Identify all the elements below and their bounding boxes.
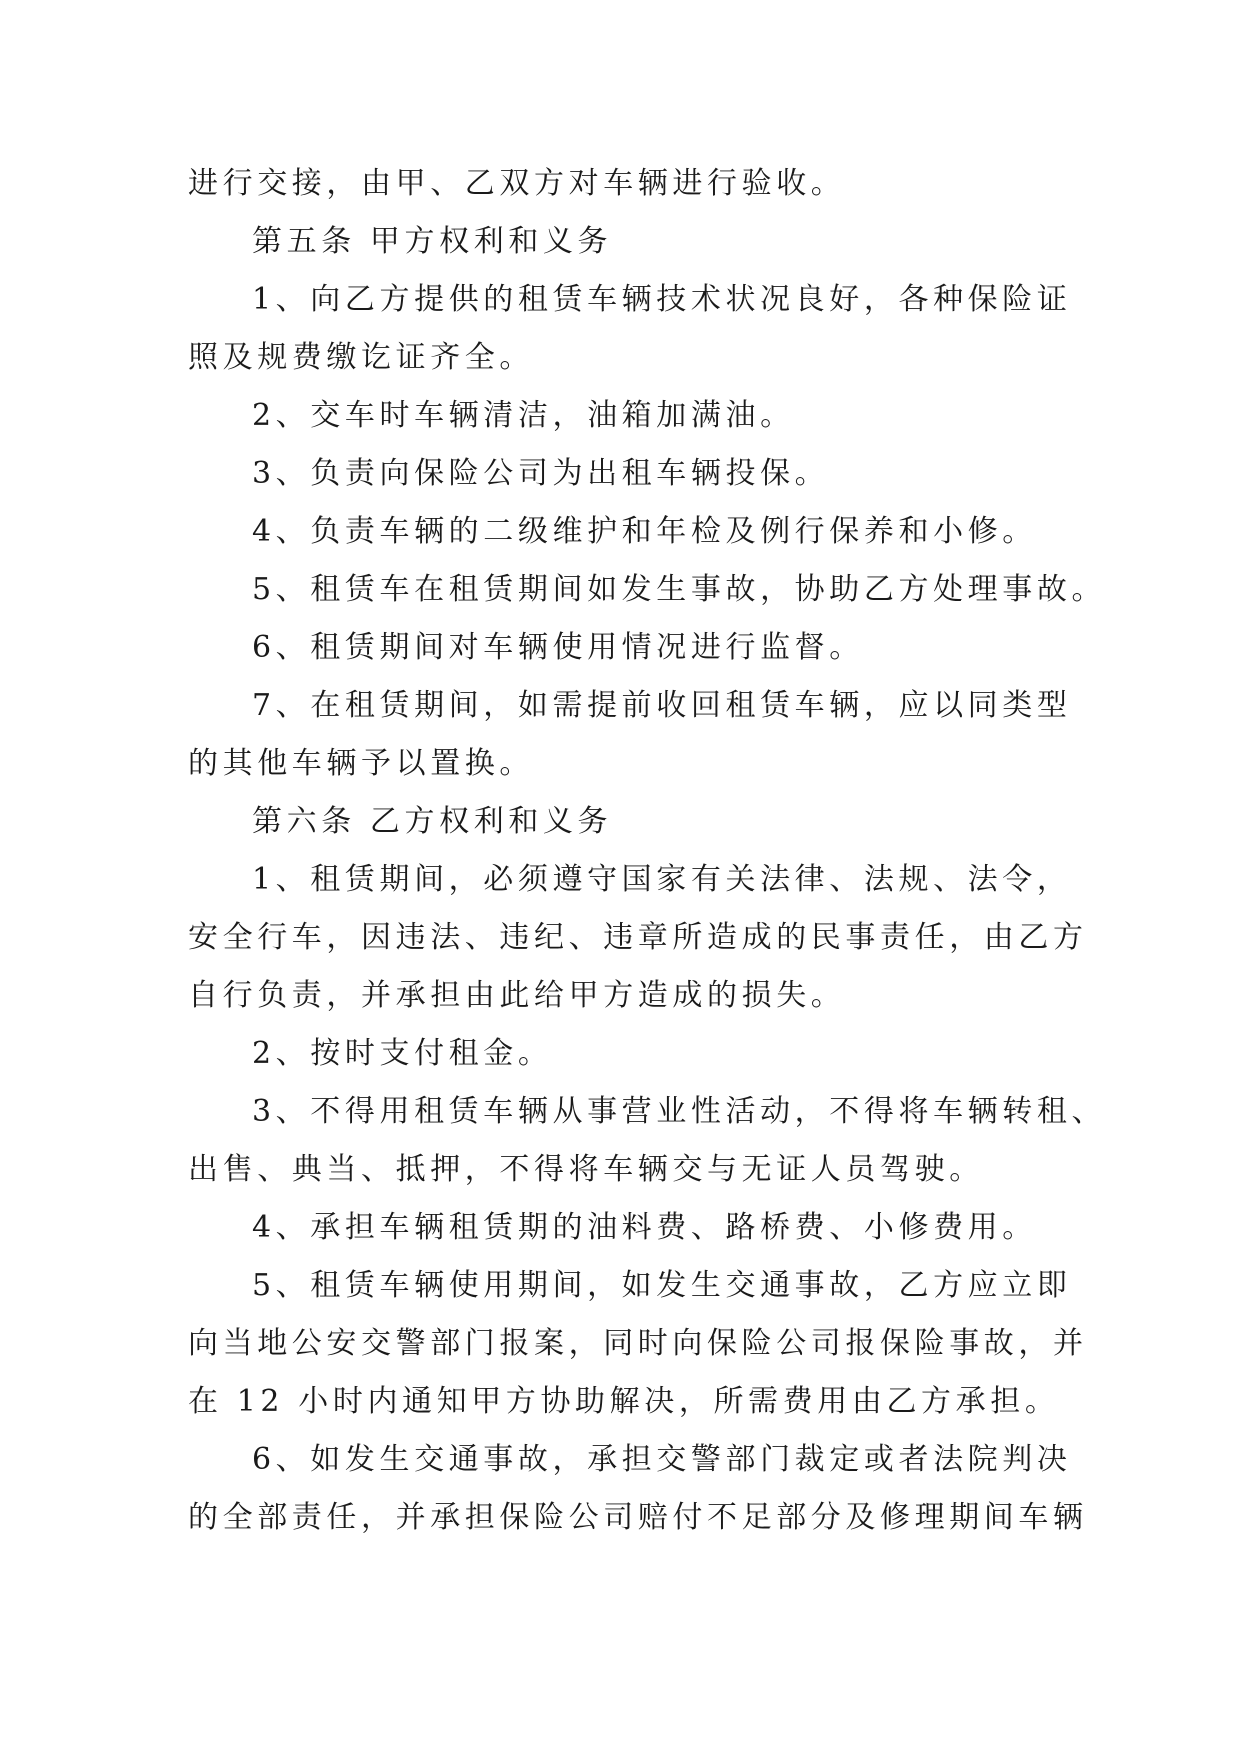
text-line: 6、租赁期间对车辆使用情况进行监督。 (252, 630, 864, 665)
text-line: 1、向乙方提供的租赁车辆技术状况良好，各种保险证 (252, 282, 1072, 317)
text-line: 1、租赁期间，必须遵守国家有关法律、法规、法令， (252, 862, 1072, 897)
text-line: 3、不得用租赁车辆从事营业性活动，不得将车辆转租、 (252, 1094, 1107, 1129)
text-line: 出售、典当、抵押，不得将车辆交与无证人员驾驶。 (188, 1152, 984, 1187)
text-line: 向当地公安交警部门报案，同时向保险公司报保险事故，并 (188, 1326, 1088, 1361)
text-line: 4、承担车辆租赁期的油料费、路桥费、小修费用。 (252, 1210, 1037, 1245)
text-line: 进行交接，由甲、乙双方对车辆进行验收。 (188, 166, 846, 201)
text-line: 自行负责，并承担由此给甲方造成的损失。 (188, 978, 846, 1013)
text-line: 在 12 小时内通知甲方协助解决，所需费用由乙方承担。 (188, 1384, 1060, 1419)
text-line: 安全行车，因违法、违纪、违章所造成的民事责任，由乙方 (188, 920, 1088, 955)
text-line: 4、负责车辆的二级维护和年检及例行保养和小修。 (252, 514, 1037, 549)
text-line: 2、交车时车辆清洁，油箱加满油。 (252, 398, 795, 433)
document-body (188, 155, 1107, 1547)
text-line: 5、租赁车辆使用期间，如发生交通事故，乙方应立即 (252, 1268, 1072, 1303)
text-line: 7、在租赁期间，如需提前收回租赁车辆，应以同类型 (252, 688, 1072, 723)
text-line: 的全部责任，并承担保险公司赔付不足部分及修理期间车辆 (188, 1500, 1088, 1535)
text-line: 5、租赁车在租赁期间如发生事故，协助乙方处理事故。 (252, 572, 1107, 607)
text-line: 照及规费缴讫证齐全。 (188, 340, 534, 375)
text-line: 的其他车辆予以置换。 (188, 746, 534, 781)
section-heading-article-6: 第六条 乙方权利和义务 (252, 804, 613, 839)
text-line: 6、如发生交通事故，承担交警部门裁定或者法院判决 (252, 1442, 1072, 1477)
section-heading-article-5: 第五条 甲方权利和义务 (252, 224, 613, 259)
text-line: 3、负责向保险公司为出租车辆投保。 (252, 456, 830, 491)
text-line: 2、按时支付租金。 (252, 1036, 553, 1071)
